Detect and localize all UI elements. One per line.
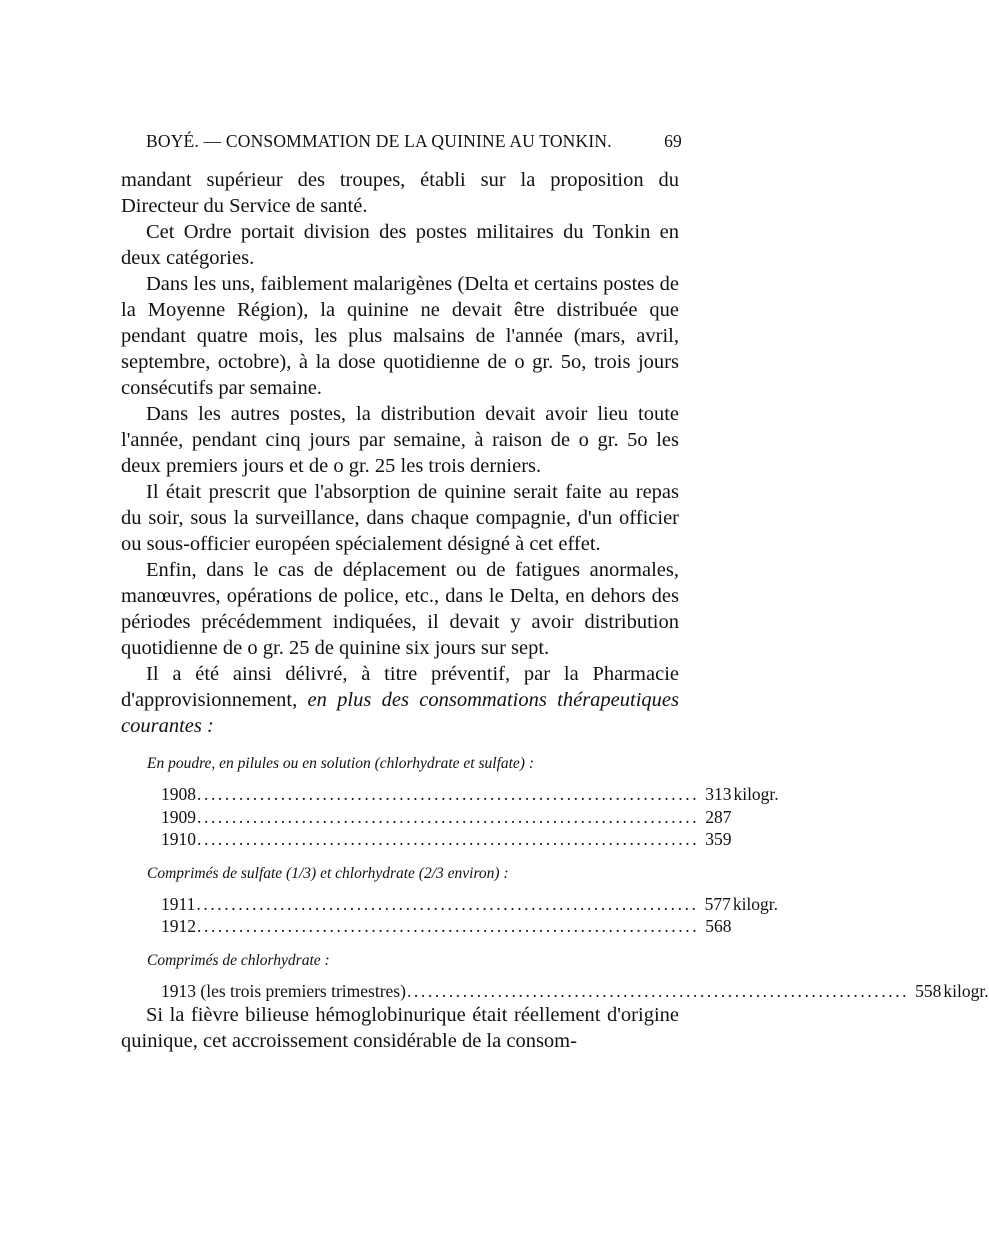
table-section <box>121 864 779 938</box>
section-title: Comprimés de chlorhydrate : <box>147 951 330 969</box>
section-title: En poudre, en pilules ou en solution (chlorhydrate et sulfate) : <box>147 755 535 772</box>
paragraph: Il était prescrit que l'absorption de quinine serait faite au repas du soir, sous la surveillance, dans chaque compagnie, d'un officier ou sous-officier européen spécialement désigné à cet effet. <box>121 481 679 555</box>
paragraph-text: Il a été ainsi délivré, à titre préventif, par la Pharmacie d'approvisionnement, <box>121 663 679 711</box>
row-label: 1910 <box>161 829 196 849</box>
leader-dots: ........................................................................ <box>197 784 700 804</box>
table-row <box>161 915 732 938</box>
row-label: 1909 <box>161 806 196 827</box>
row-unit: kilogr. <box>943 980 989 1001</box>
row-value: 558 <box>915 980 942 1001</box>
running-title: BOYÉ. — CONSOMMATION DE LA QUININE AU TONKIN. <box>146 131 612 151</box>
paragraph: Dans les autres postes, la distribution devait avoir lieu toute l'année, pendant cinq jours par semaine, à raison de o gr. 5o les deux premiers jours et de o gr. 25 les trois derniers. <box>121 403 679 477</box>
row-label: 1911 <box>161 893 196 914</box>
paragraph: mandant supérieur des troupes, établi sur la proposition du Directeur du Service de santé. <box>121 169 679 217</box>
table-section <box>121 755 779 851</box>
table-row <box>161 828 732 851</box>
leader-dots: ........................................................................ <box>197 829 700 849</box>
running-header <box>146 131 682 152</box>
paragraph: Si la fièvre bilieuse hémoglobinurique était réellement d'origine quinique, cet accroissement considérable de la consom- <box>121 1004 679 1052</box>
page-number: 69 <box>664 131 682 151</box>
row-value: 313 <box>705 784 732 804</box>
row-unit: kilogr. <box>733 784 779 804</box>
row-label: 1912 <box>161 916 196 936</box>
consumption-table <box>121 755 989 1002</box>
row-value: 287 <box>705 806 732 827</box>
table-row <box>161 893 779 916</box>
row-value: 359 <box>705 829 732 849</box>
section-title: Comprimés de sulfate (1/3) et chlorhydrate (2/3 environ) : <box>147 864 509 882</box>
table-section <box>121 951 989 1003</box>
paragraph <box>121 661 679 739</box>
leader-dots: ........................................................................ <box>196 893 699 914</box>
leader-dots: ........................................................................ <box>197 806 700 827</box>
row-label: 1913 (les trois premiers trimestres) <box>161 980 406 1001</box>
paragraph: Dans les uns, faiblement malarigènes (Delta et certains postes de la Moyenne Région), la quinine ne devait être distribuée que pendant quatre mois, les plus malsains de l'année (mars, avril, septembre, octobre), à la dose quotidienne de o gr. 5o, trois jours consécutifs par semaine. <box>121 273 679 399</box>
leader-dots: ........................................................................ <box>197 916 700 936</box>
body-text <box>121 167 989 1054</box>
paragraph: Cet Ordre portait division des postes militaires du Tonkin en deux catégories. <box>121 221 679 269</box>
row-value: 568 <box>705 916 732 936</box>
paragraph-italic-text: en plus des consommations thérapeutiques courantes : <box>121 689 679 737</box>
row-label: 1908 <box>161 784 196 804</box>
table-row <box>161 980 989 1003</box>
row-unit: kilogr. <box>732 893 779 914</box>
row-value: 577 <box>704 893 731 914</box>
table-row <box>161 806 732 829</box>
leader-dots: ........................................................................ <box>406 980 910 1001</box>
table-row <box>161 783 779 806</box>
paragraph: Enfin, dans le cas de déplacement ou de fatigues anormales, manœuvres, opérations de police, etc., dans le Delta, en dehors des périodes précédemment indiquées, il devait y avoir distribution quotidienne de o gr. 25 de quinine six jours sur sept. <box>121 559 679 659</box>
